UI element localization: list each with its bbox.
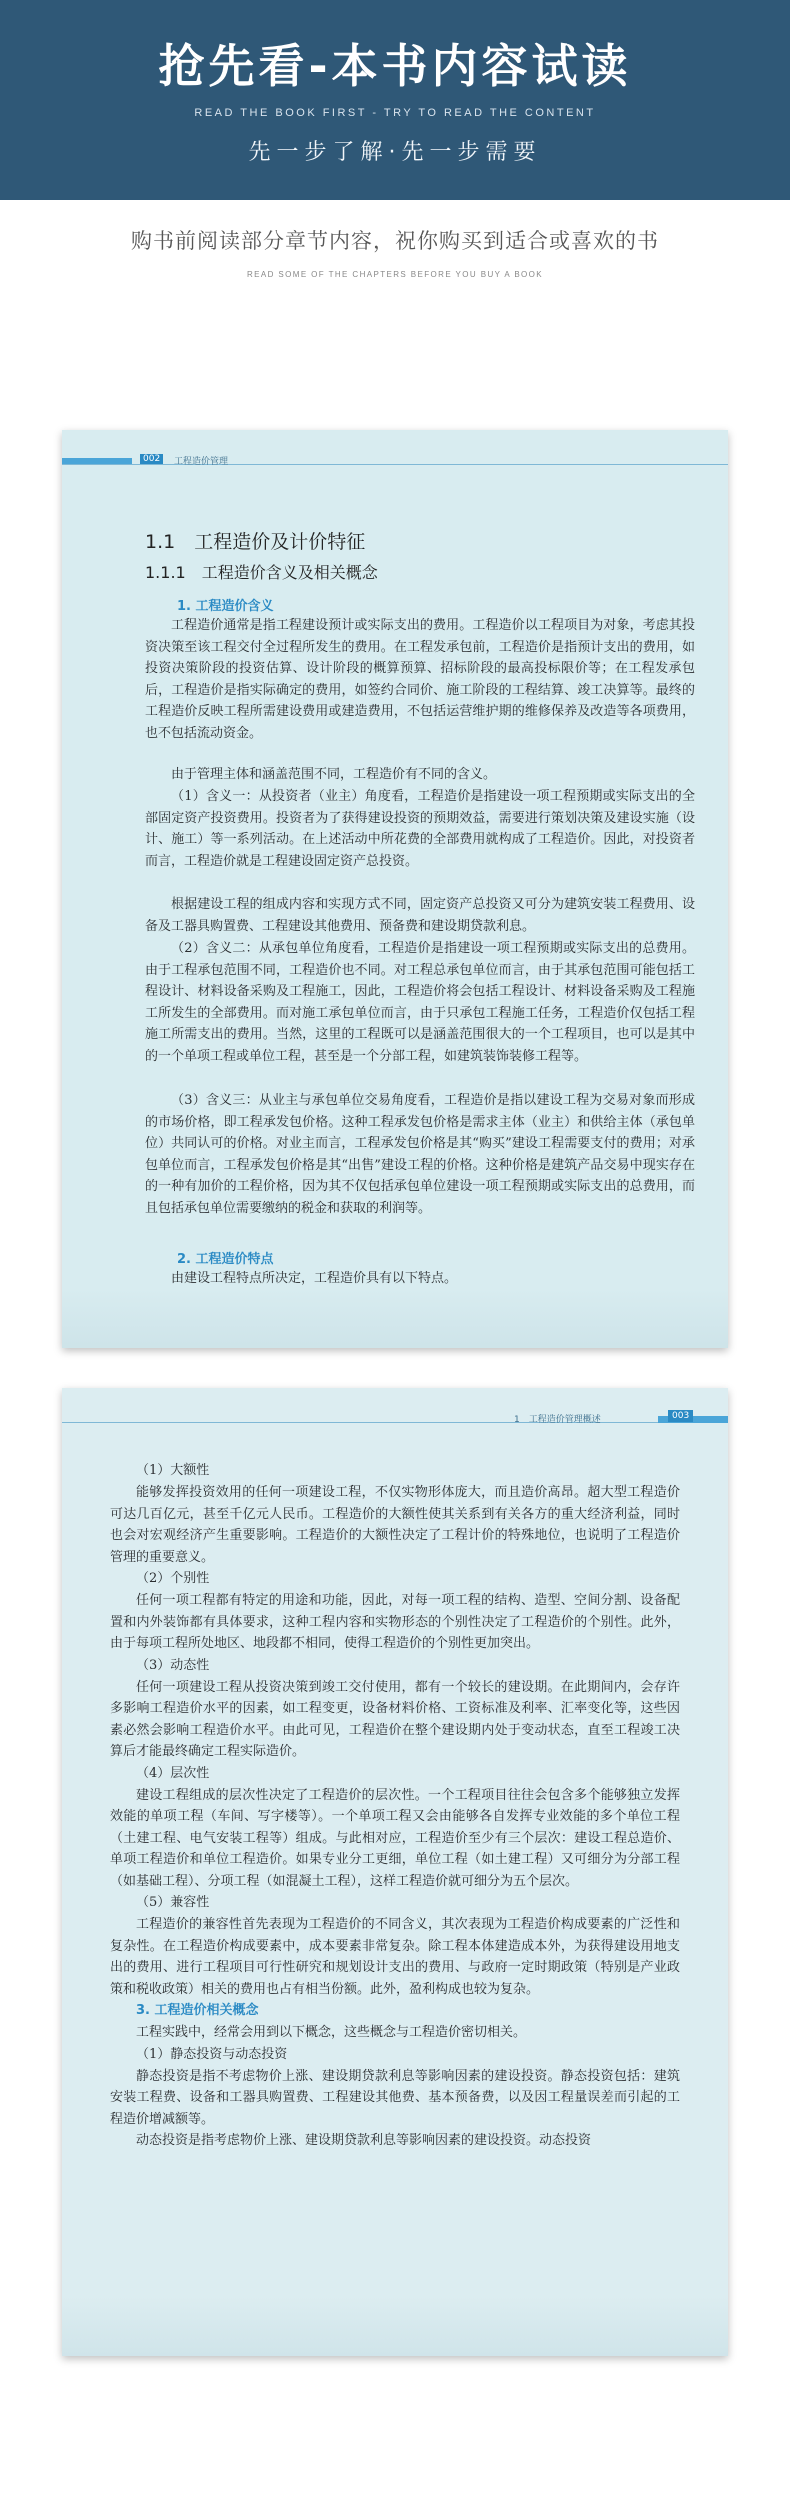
- paragraph: （2）含义二：从承包单位角度看，工程造价是指建设一项工程预期或实际支出的总费用。由于工程承包范围不同，工程造价也不同。对工程总承包单位而言，由于其承包范围可能包括工程设计、材料设备采购及工程施工，因此，工程造价将会包括工程设计、材料设备采购及工程施工所发生的全部费用。而对施工承包单位而言，由于只承包工程施工任务，工程造价仅包括工程施工所需支出的费用。当然，这里的工程既可以是涵盖范围很大的一个工程项目，也可以是其中的一个单项工程或单位工程，甚至是一个分部工程，如建筑装饰装修工程等。: [145, 941, 695, 1064]
- heading-construction-cost-meaning: 1. 工程造价含义: [177, 599, 274, 614]
- subsection-title: 1.1.1 工程造价含义及相关概念: [145, 563, 378, 582]
- sub-heading-label: （1）静态投资与动态投资: [136, 2046, 288, 2062]
- sub-heading-label: （4）层次性: [136, 1765, 210, 1781]
- paragraph: 任何一项建设工程从投资决策到竣工交付使用，都有一个较长的建设期。在此期间内，会存许多影响工程造价水平的因素，如工程变更，设备材料价格、工资标准及利率、汇率变化等，这些因素必然会影响工程造价水平。由此可见，工程造价在整个建设期内处于变动状态，直至工程竣工决算后才能最终确定工程实际造价。: [110, 1679, 680, 1759]
- sub-heading-label: （1）大额性: [136, 1463, 210, 1478]
- paragraph: 能够发挥投资效用的任何一项建设工程，不仅实物形体庞大，而且造价高昂。超大型工程造价可达几百亿元，甚至千亿元人民币。工程造价的大额性使其关系到有关各方的重大经济利益，同时也会对宏观经济产生重要影响。工程造价的大额性决定了工程计价的特殊地位，也说明了工程造价管理的重要意义。: [110, 1485, 680, 1565]
- paragraph: 工程造价的兼容性首先表现为工程造价的不同含义，其次表现为工程造价构成要素的广泛性和复杂性。在工程造价构成要素中，成本要素非常复杂。除工程本体建造成本外，为获得建设用地支出的费用、进行工程项目可行性研究和规划设计支出的费用、与政府一定时期政策（特别是产业政策和税收政策）相关的费用也占有相当份额。此外，盈利构成也较为复杂。: [110, 1917, 680, 1997]
- sub-heading-label: （5）兼容性: [136, 1895, 210, 1910]
- paragraph: 根据建设工程的组成内容和实现方式不同，固定资产总投资又可分为建筑安装工程费用、设备及工器具购置费、工程建设其他费用、预备费和建设期贷款利息。: [145, 897, 695, 934]
- heading-cost-characteristics: 2. 工程造价特点: [177, 1252, 274, 1267]
- paragraph: （1）含义一：从投资者（业主）角度看，工程造价是指建设一项工程预期或实际支出的全部固定资产投资费用。投资者为了获得建设投资的预期效益，需要进行策划决策及建设实施（设计、施工）等一系列活动。在上述活动中所花费的全部费用就构成了工程造价。因此，对投资者而言，工程造价就是工程建设固定资产总投资。: [145, 789, 695, 869]
- header-rule: [62, 464, 728, 465]
- running-title: 工程造价管理: [174, 457, 229, 467]
- paragraph: 由于管理主体和涵盖范围不同，工程造价有不同的含义。: [171, 767, 497, 782]
- paragraph: （3）含义三：从业主与承包单位交易角度看，工程造价是指以建设工程为交易对象而形成的市场价格，即工程承发包价格。这种工程承发包价格是需求主体（业主）和供给主体（承包单位）共同认可的价格。对业主而言，工程承发包价格是其“购买”建设工程需要支付的费用；对承包单位而言，工程承发包价格是其“出售”建设工程的价格。这种价格是建筑产品交易中现实存在的一种有加价的工程价格，因为其不仅包括承包单位建设一项工程预期或实际支出的总费用，而且包括承包单位需要缴纳的税金和获取的利润等。: [145, 1093, 695, 1216]
- intro-text-en: READ SOME OF THE CHAPTERS BEFORE YOU BUY A BOOK: [246, 270, 544, 279]
- top-banner: [0, 0, 790, 200]
- book-page-preview-1: [62, 430, 728, 1348]
- sub-heading-label: （3）动态性: [136, 1657, 210, 1673]
- page-shadow: [62, 2296, 728, 2356]
- paragraph: 工程实践中，经常会用到以下概念，这些概念与工程造价密切相关。: [136, 2025, 527, 2040]
- page-body: [110, 1460, 680, 2152]
- paragraph: 静态投资是指不考虑物价上涨、建设期贷款利息等影响因素的建设投资。静态投资包括：建筑安装工程费、设备和工器具购置费、工程建设其他费、基本预备费，以及因工程量误差而引起的工程造价增减额等。: [110, 2068, 680, 2127]
- paragraph: 建设工程组成的层次性决定了工程造价的层次性。一个工程项目往往会包含多个能够独立发挥效能的单项工程（车间、写字楼等）。一个单项工程又会由能够各自发挥专业效能的多个单位工程（土建工程、电气安装工程等）组成。与此相对应，工程造价至少有三个层次：建设工程总造价、单项工程造价和单位工程造价。如果专业分工更细，单位工程（如土建工程）又可细分为分部工程（如基础工程）、分项工程（如混凝土工程），这样工程造价就可细分为五个层次。: [110, 1787, 680, 1889]
- paragraph: 由建设工程特点所决定，工程造价具有以下特点。: [171, 1271, 458, 1286]
- banner-subtitle-en: READ THE BOOK FIRST - TRY TO READ THE CONTENT: [194, 107, 596, 119]
- paragraph: 任何一项工程都有特定的用途和功能，因此，对每一项工程的结构、造型、空间分割、设备配置和内外装饰都有具体要求，这种工程内容和实物形态的个别性决定了工程造价的个别性。此外，由于每项工程所处地区、地段都不相同，使得工程造价的个别性更加突出。: [110, 1593, 680, 1651]
- banner-title: 抢先看-本书内容试读: [158, 39, 632, 93]
- page-number: 002: [140, 454, 163, 464]
- page-number: 003: [668, 1410, 693, 1422]
- banner-slogan: 先一步了解·先一步需要: [248, 140, 542, 165]
- paragraph: 工程造价通常是指工程建设预计或实际支出的费用。工程造价以工程项目为对象，考虑其投资决策至该工程交付全过程所发生的费用。在工程发承包前，工程造价是指预计支出的费用，如投资决策阶段的投资估算、设计阶段的概算预算、招标阶段的最高投标限价等；在工程发承包后，工程造价是指实际确定的费用，如签约合同价、施工阶段的工程结算、竣工决算等。最终的工程造价反映工程所需建设费用或建造费用，不包括运营维护期的维修保养及改造等各项费用，也不包括流动资金。: [145, 618, 695, 741]
- intro-text-cn: 购书前阅读部分章节内容，祝你购买到适合或喜欢的书: [131, 229, 659, 253]
- header-rule: [62, 1422, 728, 1423]
- paragraph: 动态投资是指考虑物价上涨、建设期贷款利息等影响因素的建设投资。动态投资: [136, 2133, 592, 2148]
- running-title: 1 工程造价管理概述: [514, 1415, 601, 1425]
- section-title: 1.1 工程造价及计价特征: [145, 531, 366, 553]
- page-shadow: [62, 1288, 728, 1348]
- sub-heading-label: （2）个别性: [136, 1571, 210, 1586]
- heading-related-concepts: 3. 工程造价相关概念: [136, 2003, 259, 2018]
- book-page-preview-2: [62, 1388, 728, 2356]
